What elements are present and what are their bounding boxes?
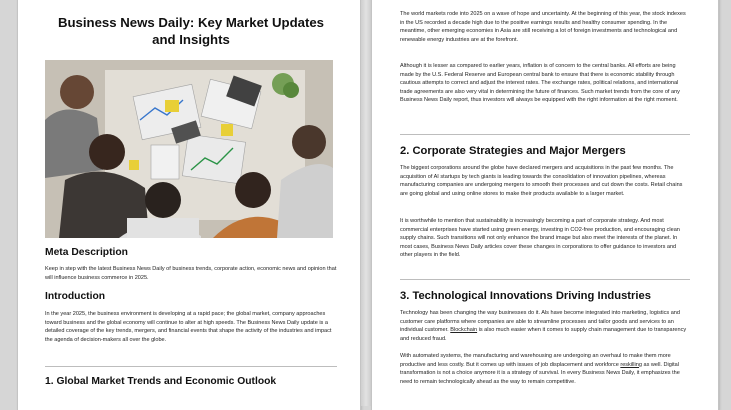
document-page-right bbox=[372, 0, 718, 410]
meta-description-heading: Meta Description bbox=[45, 247, 128, 258]
section-divider bbox=[400, 279, 690, 280]
section-1-heading: 1. Global Market Trends and Economic Outlook bbox=[45, 376, 277, 387]
paragraph-sustainability: It is worthwhile to mention that sustainability is increasingly becoming a part of corporate strategy. And most commercial enterprises have started using green energy, investing in CO2-free production, and encouraging clean supply chains. Such transitions will not only enhance the brand image but also meet the interests of the planet. In most cases, Business News Daily articles cover these changes in corporations to offer guidance to investors and other players in the field. bbox=[400, 218, 680, 259]
section-3-heading: 3. Technological Innovations Driving Industries bbox=[400, 290, 651, 302]
paragraph-automation: With automated systems, the manufacturing and warehousing are undergoing an overhaul to make them more productive and less costly. But it comes up with issues of job displacement and workforce reskilling as well. Digital transformation is not a choice anymore it is a strategy of survival. In every Business News Daily, it emphasizes the need to remain technologically ahead as the way to remain competitive. bbox=[400, 353, 680, 385]
team-meeting-image bbox=[45, 60, 333, 238]
inline-link[interactable]: Blockchain bbox=[450, 327, 478, 334]
paragraph-inflation: Although it is lesser as compared to earlier years, inflation is of concern to the central banks. All efforts are being made by the U.S. Federal Reserve and European central bank to ensure that there is economic stability through cautious attempts to correct and adjust the interest rates. The exchange rates, political relations, and international trade agreements are also very vital in determining the future of finances. Such market trends from the core of any Business News Daily report, thus investors will always be equipped with the right information at the right moment. bbox=[400, 63, 680, 104]
page-gap bbox=[361, 0, 371, 406]
meta-description-text: Keep in step with the latest Business News Daily of business trends, corporate action, economic news and opinion that will influence business commerce in 2025. bbox=[45, 266, 337, 281]
paragraph-market-outlook: The world markets rode into 2025 on a wave of hope and uncertainty. At the beginning of this year, the stock indexes in the US recorded a decade high due to the positive earnings results and healthy consumer spending. In the meantime, other emerging economies in Asia are still receiving a lot of foreign investments and technological and renewable energy industries are at the forefront. bbox=[400, 11, 686, 43]
paragraph-mergers: The biggest corporations around the globe have declared mergers and acquisitions in the past few months. The acquisition of AI startups by tech giants is leading towards the consolidation of innovation pipelines, whereas manufacturing companies are undergoing mergers to smooth their processes and cut down the costs. Retail chains are going global and using online stores to make their products available to a larger market. bbox=[400, 165, 683, 197]
document-page-left bbox=[18, 0, 360, 410]
introduction-heading: Introduction bbox=[45, 291, 106, 302]
introduction-text: In the year 2025, the business environment is developing at a rapid pace; the global market, company approaches toward business and the global economy will continue to alter at high speeds. The Business News Daily update is a detailed coverage of the key trends, mergers, and financial events that shape the activity of the industries and impact the agenda of decision-makers all over the globe. bbox=[45, 311, 332, 343]
paragraph-technology: Technology has been changing the way businesses do it. Als have become integrated into marketing, logistics and customer care platforms where companies are able to streamline processes and tailor goods and services to an individual customer. Blockchain is also much easier when it comes to supply chain management due to transparency and reduced fraud. bbox=[400, 310, 687, 342]
inline-link[interactable]: reskilling bbox=[620, 361, 642, 368]
section-divider bbox=[45, 366, 337, 367]
section-2-heading: 2. Corporate Strategies and Major Mergers bbox=[400, 145, 626, 157]
document-title: Business News Daily: Key Market Updates and Insights bbox=[57, 15, 325, 47]
section-divider bbox=[400, 134, 690, 135]
